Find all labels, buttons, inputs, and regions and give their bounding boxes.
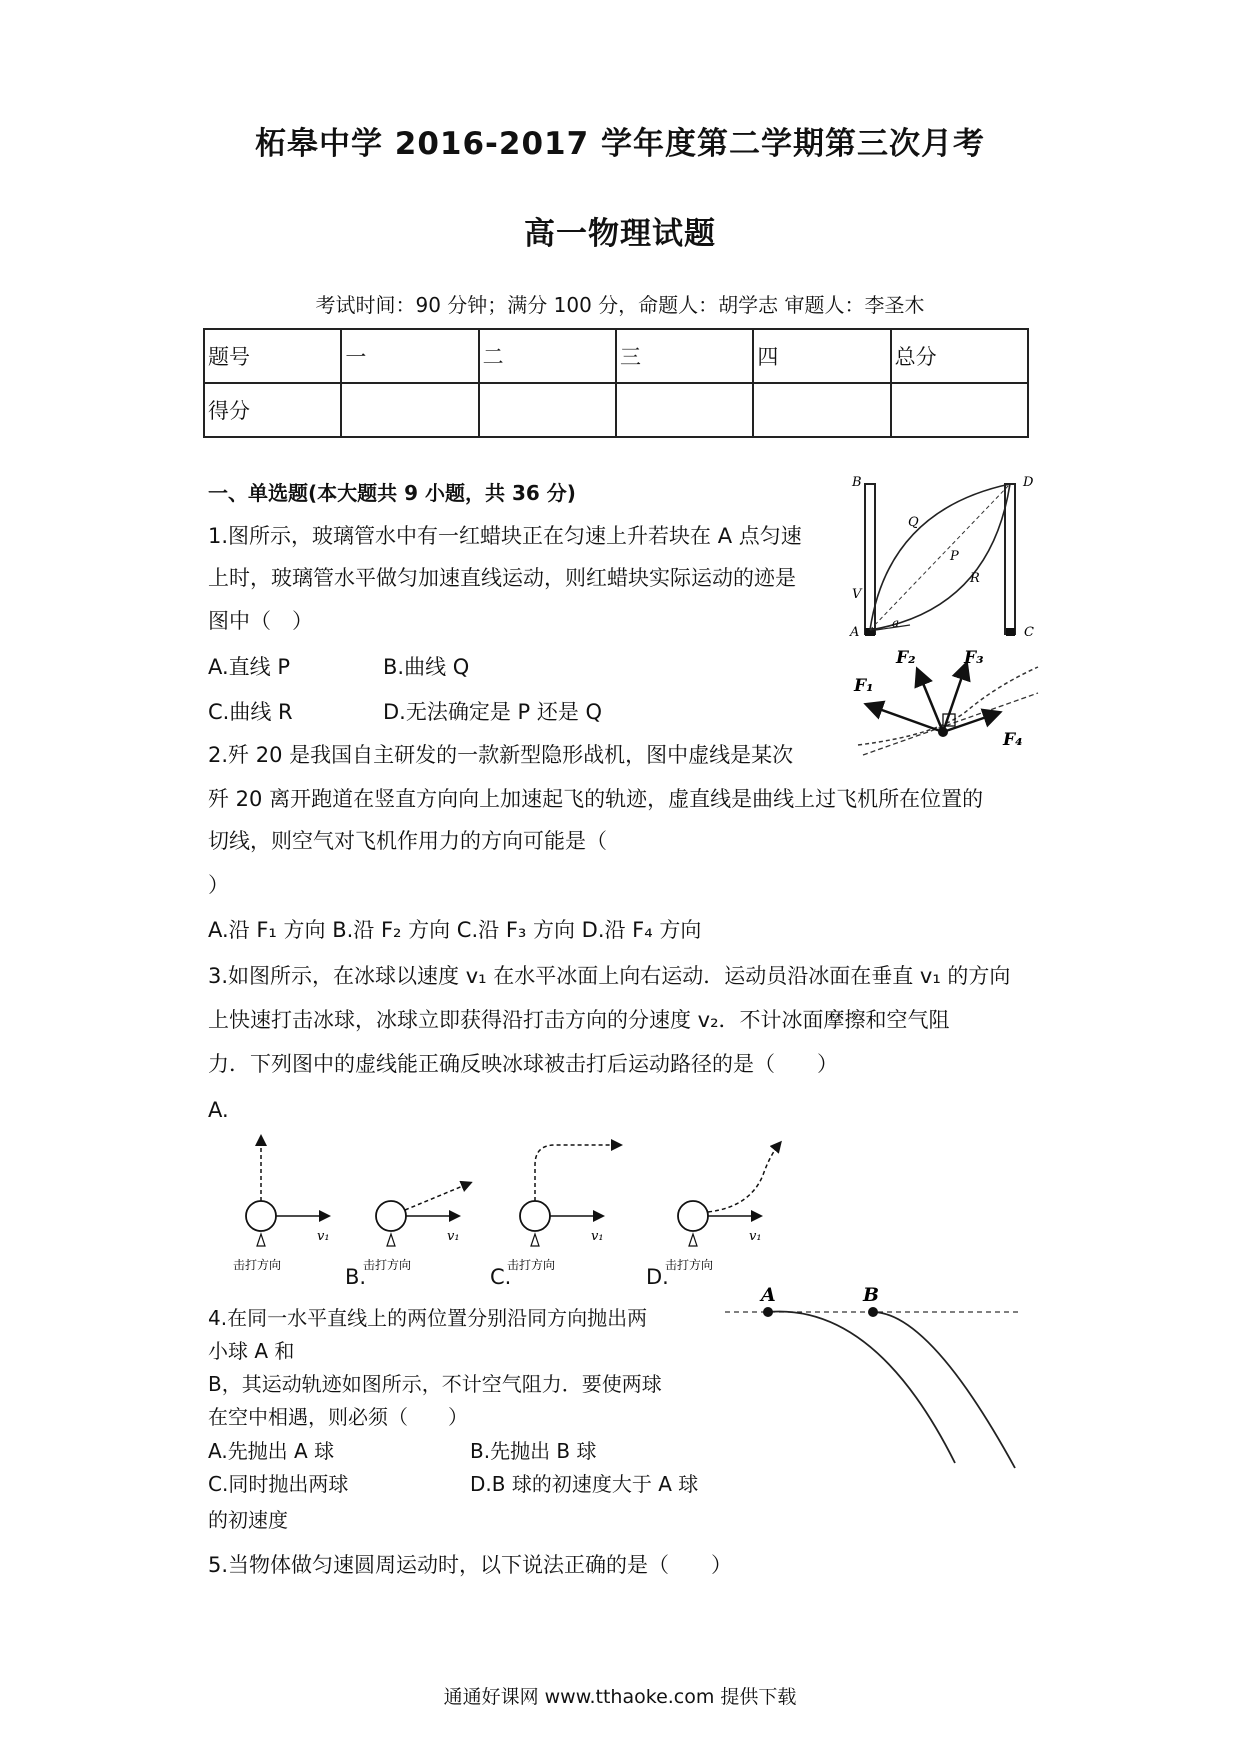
q3-puck-figures (225, 1125, 785, 1285)
fig-label: Q (908, 515, 919, 530)
q1-tube-figure (840, 470, 1040, 650)
q3-option-a: A. (208, 1098, 229, 1122)
footer-download-link[interactable]: 通通好课网 www.tthaoke.com 提供下载 (443, 1686, 797, 1708)
table-cell: 题号 (204, 329, 341, 383)
score-input-cell[interactable] (753, 383, 890, 437)
hit-direction-label: 击打方向 (665, 1258, 714, 1272)
table-row (204, 329, 1028, 383)
fig-label: F₄ (1003, 730, 1023, 750)
table-cell: 得分 (204, 383, 341, 437)
velocity-label: v₁ (591, 1229, 604, 1244)
score-input-cell[interactable] (341, 383, 478, 437)
q2-line: 2.歼 20 是我国自主研发的一款新型隐形战机，图中虚线是某次 (208, 743, 794, 767)
q1-option-b: B.曲线 Q (383, 655, 470, 679)
table-cell: 二 (479, 329, 616, 383)
q5-line: 5.当物体做匀速圆周运动时，以下说法正确的是（ ） (208, 1553, 733, 1577)
fig-label: C (1024, 625, 1034, 640)
q3-line: 3.如图所示，在冰球以速度 v₁ 在水平冰面上向右运动．运动员沿冰面在垂直 v₁ 的方向 (208, 964, 1011, 988)
q3-line: 上快速打击冰球，冰球立即获得沿打击方向的分速度 v₂．不计冰面摩擦和空气阻 (208, 1008, 950, 1032)
fig-label: F₂ (896, 648, 916, 668)
section-heading: 一、单选题(本大题共 9 小题，共 36 分) (208, 481, 576, 505)
q1-option-a: A.直线 P (208, 655, 291, 679)
q1-option-c: C.曲线 R (208, 700, 293, 724)
q4-line: 在空中相遇，则必须（ ） (208, 1405, 468, 1429)
score-input-cell[interactable] (891, 383, 1028, 437)
q1-line: 上时，玻璃管水平做匀加速直线运动，则红蜡块实际运动的迹是 (208, 566, 796, 590)
q2-line: ） (208, 873, 229, 897)
fig-label: D (1023, 475, 1034, 490)
fig-label: F₁ (854, 676, 874, 696)
q3-option-b: B. (345, 1265, 367, 1289)
q2-line: 歼 20 离开跑道在竖直方向向上加速起飞的轨迹，虚直线是曲线上过飞机所在位置的 (208, 787, 984, 811)
q3-option-c: C. (490, 1265, 512, 1289)
fig-label: R (970, 571, 980, 586)
q4-option-c: C.同时抛出两球 (208, 1472, 349, 1496)
fig-label: F₃ (964, 648, 984, 668)
velocity-label: v₁ (749, 1229, 762, 1244)
velocity-label: v₁ (447, 1229, 460, 1244)
exam-subtitle: 高一物理试题 (524, 216, 716, 252)
q4-line: B，其运动轨迹如图所示，不计空气阻力．要使两球 (208, 1372, 662, 1396)
table-cell: 总分 (891, 329, 1028, 383)
fig-label: B (863, 1284, 880, 1306)
q4-line: 4.在同一水平直线上的两位置分别沿同方向抛出两 (208, 1306, 648, 1330)
exam-title: 柘皋中学 2016-2017 学年度第二学期第三次月考 (254, 126, 985, 162)
score-input-cell[interactable] (479, 383, 616, 437)
fig-label: A (761, 1284, 776, 1306)
exam-info: 考试时间：90 分钟；满分 100 分，命题人：胡学志 审题人：李圣木 (315, 293, 925, 317)
fig-label: V (852, 587, 862, 602)
q1-option-d: D.无法确定是 P 还是 Q (383, 700, 603, 724)
q4-option-d: D.B 球的初速度大于 A 球 (470, 1472, 699, 1496)
hit-direction-label: 击打方向 (363, 1258, 412, 1272)
table-cell: 三 (616, 329, 753, 383)
velocity-label: v₁ (317, 1229, 330, 1244)
fig-label: A (850, 625, 860, 640)
hit-direction-label: 击打方向 (233, 1258, 282, 1272)
fig-label: B (852, 475, 862, 490)
q4-line: 小球 A 和 (208, 1339, 295, 1363)
fig-label: P (950, 549, 959, 564)
q4-option-b: B.先抛出 B 球 (470, 1439, 597, 1463)
table-row (204, 383, 1028, 437)
q4-trajectory-figure (725, 1283, 1025, 1473)
q4-line: 的初速度 (208, 1508, 288, 1532)
q2-line: 切线，则空气对飞机作用力的方向可能是（ (208, 829, 607, 853)
q2-options: A.沿 F₁ 方向 B.沿 F₂ 方向 C.沿 F₃ 方向 D.沿 F₄ 方向 (208, 918, 702, 942)
table-cell: 一 (341, 329, 478, 383)
score-input-cell[interactable] (616, 383, 753, 437)
q3-line: 力．下列图中的虚线能正确反映冰球被击打后运动路径的是（ ） (208, 1052, 838, 1076)
q4-option-a: A.先抛出 A 球 (208, 1439, 335, 1463)
q2-force-figure (848, 645, 1048, 760)
fig-label: a (892, 616, 900, 630)
q3-option-d: D. (646, 1265, 669, 1289)
hit-direction-label: 击打方向 (507, 1258, 556, 1272)
table-cell: 四 (753, 329, 890, 383)
q1-line: 1.图所示，玻璃管水中有一红蜡块正在匀速上升若块在 A 点匀速 (208, 524, 802, 548)
score-table (203, 328, 1029, 438)
q1-line: 图中（ ） (208, 609, 313, 633)
